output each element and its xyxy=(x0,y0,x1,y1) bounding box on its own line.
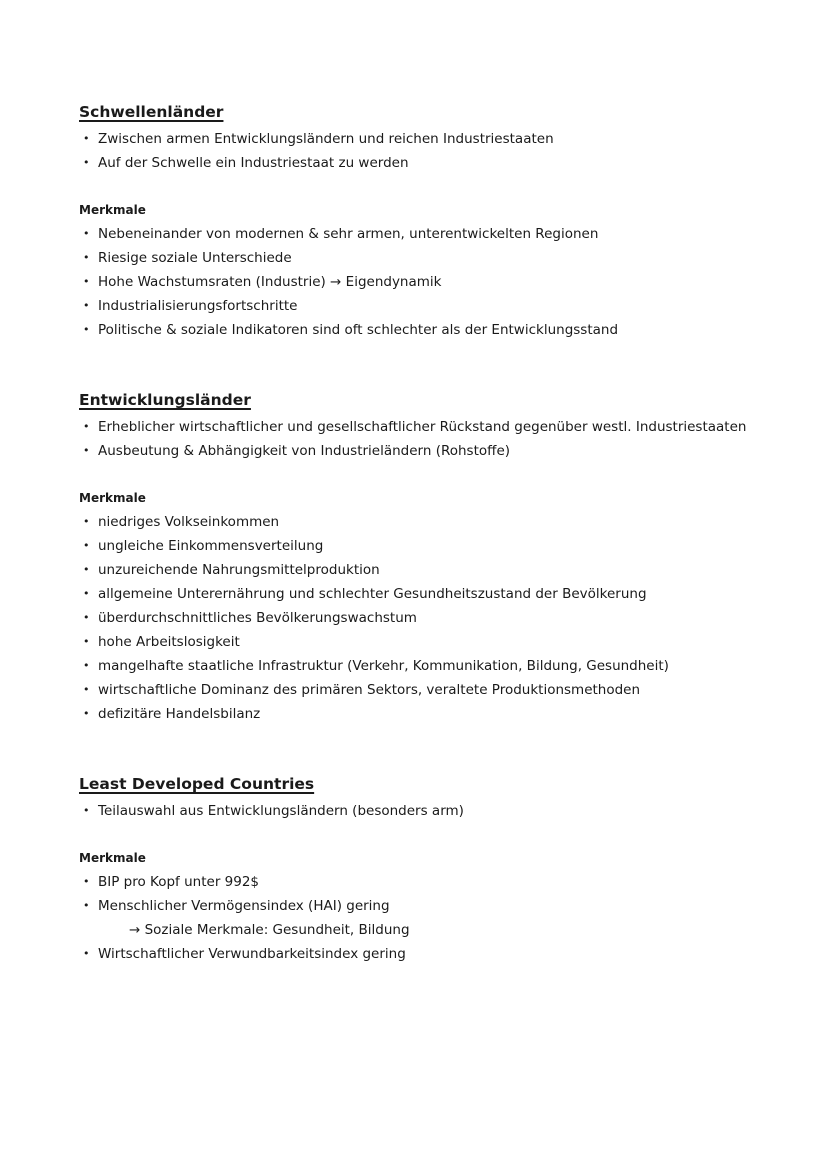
bullet-icon: • xyxy=(83,899,90,912)
list-item: • Teilauswahl aus Entwicklungsländern (besonders arm) xyxy=(79,799,768,823)
bullet-icon: • xyxy=(83,299,90,312)
list-item: • unzureichende Nahrungsmittelproduktion xyxy=(79,558,768,582)
list-item: • überdurchschnittliches Bevölkerungswachstum xyxy=(79,606,768,630)
bullet-icon: • xyxy=(83,539,90,552)
bullet-icon: • xyxy=(83,251,90,264)
bullet-icon: • xyxy=(83,611,90,624)
bullet-icon: • xyxy=(83,156,90,169)
list-item: • Zwischen armen Entwicklungsländern und reichen Industriestaaten xyxy=(79,127,768,151)
list-item: • niedriges Volkseinkommen xyxy=(79,510,768,534)
list-item: • Ausbeutung & Abhängigkeit von Industrieländern (Rohstoffe) xyxy=(79,439,768,463)
list-item: • Auf der Schwelle ein Industriestaat zu werden xyxy=(79,151,768,175)
features-list xyxy=(79,222,768,342)
bullet-icon: • xyxy=(83,875,90,888)
list-item: • ungleiche Einkommensverteilung xyxy=(79,534,768,558)
list-item: • Hohe Wachstumsraten (Industrie) → Eigendynamik xyxy=(79,270,768,294)
intro-list xyxy=(79,415,768,463)
bullet-icon: • xyxy=(83,707,90,720)
list-item: • Riesige soziale Unterschiede xyxy=(79,246,768,270)
bullet-icon: • xyxy=(83,659,90,672)
section-least-developed-countries xyxy=(79,772,768,966)
list-item: • defizitäre Handelsbilanz xyxy=(79,702,768,726)
list-item: • Menschlicher Vermögensindex (HAI) gering xyxy=(79,894,768,918)
features-heading: Merkmale xyxy=(79,203,146,217)
section-entwicklungslaender xyxy=(79,388,768,726)
section-title: Entwicklungsländer xyxy=(79,391,251,409)
section-title: Schwellenländer xyxy=(79,103,224,121)
bullet-icon: • xyxy=(83,227,90,240)
bullet-icon: • xyxy=(83,132,90,145)
bullet-icon: • xyxy=(83,444,90,457)
bullet-icon: • xyxy=(83,804,90,817)
bullet-icon: • xyxy=(83,275,90,288)
bullet-icon: • xyxy=(83,323,90,336)
features-heading: Merkmale xyxy=(79,491,146,505)
bullet-icon: • xyxy=(83,515,90,528)
features-list xyxy=(79,870,768,966)
list-item: • BIP pro Kopf unter 992$ xyxy=(79,870,768,894)
section-schwellenlaender xyxy=(79,100,768,342)
list-item: • hohe Arbeitslosigkeit xyxy=(79,630,768,654)
section-title: Least Developed Countries xyxy=(79,775,315,793)
list-item: • wirtschaftliche Dominanz des primären Sektors, veraltete Produktionsmethoden xyxy=(79,678,768,702)
list-item: • Erheblicher wirtschaftlicher und gesellschaftlicher Rückstand gegenüber westl. Industriestaaten xyxy=(79,415,768,439)
list-item: • allgemeine Unterernährung und schlechter Gesundheitszustand der Bevölkerung xyxy=(79,582,768,606)
bullet-icon: • xyxy=(83,587,90,600)
list-item: • Wirtschaftlicher Verwundbarkeitsindex gering xyxy=(79,942,768,966)
features-heading: Merkmale xyxy=(79,851,146,865)
bullet-icon: • xyxy=(83,683,90,696)
list-item: • Nebeneinander von modernen & sehr armen, unterentwickelten Regionen xyxy=(79,222,768,246)
list-item: • Industrialisierungsfortschritte xyxy=(79,294,768,318)
list-item: • Politische & soziale Indikatoren sind oft schlechter als der Entwicklungsstand xyxy=(79,318,768,342)
intro-list xyxy=(79,127,768,175)
list-item: • mangelhafte staatliche Infrastruktur (Verkehr, Kommunikation, Bildung, Gesundheit) xyxy=(79,654,768,678)
intro-list xyxy=(79,799,768,823)
bullet-icon: • xyxy=(83,947,90,960)
bullet-icon: • xyxy=(83,635,90,648)
bullet-icon: • xyxy=(83,420,90,433)
sub-list-item: → Soziale Merkmale: Gesundheit, Bildung xyxy=(129,922,410,938)
features-list xyxy=(79,510,768,726)
bullet-icon: • xyxy=(83,563,90,576)
